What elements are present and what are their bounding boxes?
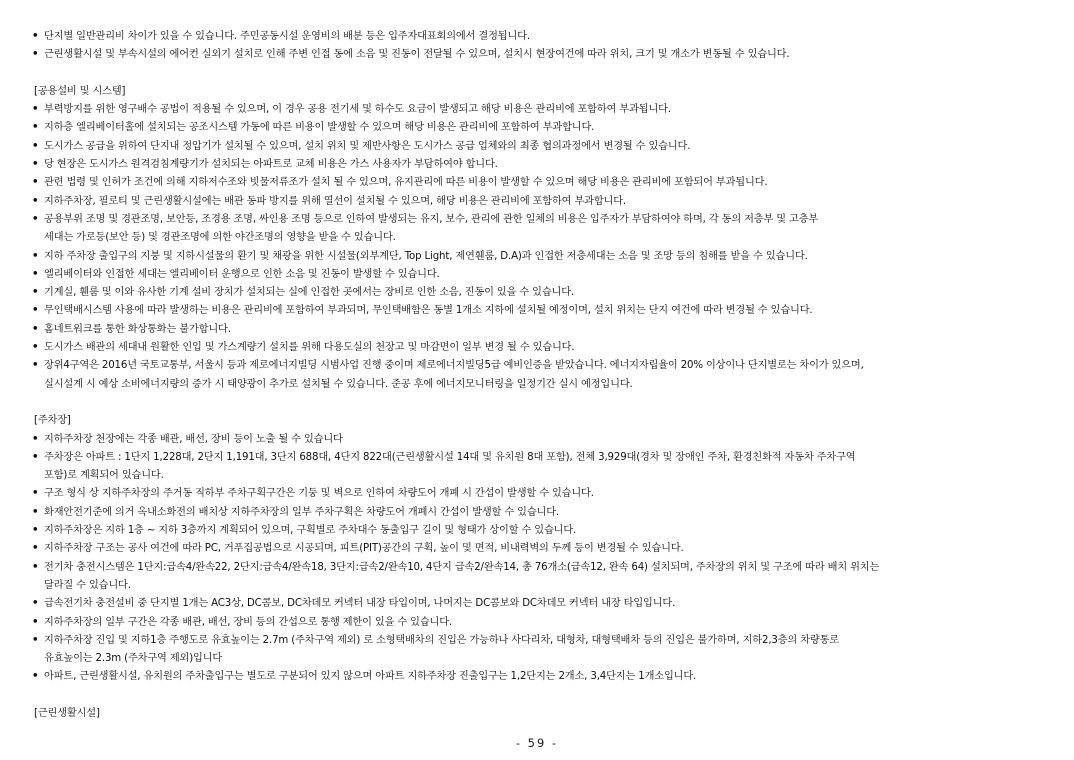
bullet-item: • 장위4구역은 2016년 국토교통부, 서울시 등과 제로에너지빌딩 시범사업 진행 중이며 제로에너지빌딩5급 예비인증을 받았습니다. 에너지자립율이 20% 이상이나 단지별로는 차이가 있으며, <box>30 357 1045 375</box>
bullet-item: • 화재안전기준에 의거 옥내소화전의 배치상 지하주차장의 일부 주차구획은 차량도어 개폐시 간섭이 발생할 수 있습니다. <box>30 504 1045 522</box>
bullet-item: • 아파트, 근린생활시설, 유치원의 주차출입구는 별도로 구분되어 있지 않으며 아파트 지하주차장 진출입구는 1,2단지는 2개소, 3,4단지는 1개소입니다. <box>30 668 1045 686</box>
section-heading: [근린생활시설] <box>34 707 100 719</box>
bullet-item: • 지하주차장 진입 및 지하1층 주행도로 유효높이는 2.7m (주차구역 제외) 로 소형택배차의 진입은 가능하나 사다리차, 대형차, 대형택배차 등의 진입은 불가하며, 지하2,3층의 차량통로 <box>30 632 1045 650</box>
bullet-item: • 무인택배시스템 사용에 따라 발생하는 비용은 관리비에 포함하여 부과되며, 무인택배함은 동별 1개소 지하에 설치될 예정이며, 설치 위치는 단지 여건에 따라 변경될 수 있습니다. <box>30 302 1045 320</box>
document-body <box>30 28 1045 723</box>
bullet-item: • 지하주차장의 일부 구간은 각종 배관, 배선, 장비 등의 간섭으로 통행 제한이 있을 수 있습니다. <box>30 614 1045 632</box>
bullet-item: • 관련 법령 및 인허가 조건에 의해 지하저수조와 빗물저류조가 설치 될 수 있으며, 유지관리에 따른 비용이 발생할 수 있으며 해당 비용은 관리비에 포함되어 부과됩니다. <box>30 174 1045 192</box>
bullet-continuation: 유효높이는 2.3m (주차구역 제외)입니다 <box>44 653 223 665</box>
bullet-item: • 당 현장은 도시가스 원격검침계량기가 설치되는 아파트로 교체 비용은 가스 사용자가 부담하여야 합니다. <box>30 156 1045 174</box>
bullet-item: • 기계실, 휀룸 및 이와 유사한 기계 설비 장치가 설치되는 실에 인접한 곳에서는 장비로 인한 소음, 진동이 있을 수 있습니다. <box>30 284 1045 302</box>
page-number: - 59 - <box>515 736 559 750</box>
bullet-item: • 단지별 일반관리비 차이가 있을 수 있습니다. 주민공동시설 운영비의 배분 등은 입주자대표회의에서 결정됩니다. <box>30 28 1045 46</box>
bullet-item: • 급속전기차 충전설비 중 단지별 1개는 AC3상, DC콤보, DC차데모 커넥터 내장 타입이며, 나머지는 DC콤보와 DC차데모 커넥터 내장 타입입니다. <box>30 595 1045 613</box>
bullet-item: • 지하주차장은 지하 1층 ~ 지하 3층까지 계획되어 있으며, 구획별로 주차대수 동출입구 길이 및 형태가 상이할 수 있습니다. <box>30 522 1045 540</box>
blank-line <box>30 687 1045 705</box>
bullet-continuation: 세대는 가로등(보안 등) 및 경관조명에 의한 야간조명의 영향을 받을 수 있습니다. <box>44 232 396 244</box>
bullet-item: • 도시가스 공급을 위하여 단지내 정압기가 설치될 수 있으며, 설치 위치 및 제반사항은 도시가스 공급 업체와의 최종 협의과정에서 변경될 수 있습니다. <box>30 138 1045 156</box>
bullet-item: • 근린생활시설 및 부속시설의 에어컨 실외기 설치로 인해 주변 인접 동에 소음 및 진동이 전달될 수 있으며, 설치시 현장여건에 따라 위치, 크기 및 개소가 변동될 수 있습니다. <box>30 46 1045 64</box>
bullet-item: • 지하 주차장 출입구의 지붕 및 지하시설물의 환기 및 채광을 위한 시설물(외부계단, Top Light, 제연휀룸, D.A)과 인접한 저층세대는 소음 및 조망 등의 침해를 받을 수 있습니다. <box>30 248 1045 266</box>
bullet-item: • 엘리베이터와 인접한 세대는 엘리베이터 운행으로 인한 소음 및 진동이 발생할 수 있습니다. <box>30 266 1045 284</box>
bullet-continuation: 달라질 수 있습니다. <box>44 579 131 591</box>
bullet-item: • 지하주차장 구조는 공사 여건에 따라 PC, 거푸집공법으로 시공되며, 피트(PIT)공간의 구획, 높이 및 면적, 비내력벽의 두께 등이 변경될 수 있습니다. <box>30 540 1045 558</box>
bullet-item: • 지하주차장, 필로티 및 근린생활시설에는 배관 동파 방지를 위해 열선이 설치될 수 있으며, 해당 비용은 관리비에 포함하여 부과합니다. <box>30 193 1045 211</box>
bullet-item: • 홈네트워크를 통한 화상통화는 불가합니다. <box>30 321 1045 339</box>
section-heading: [주차장] <box>34 415 71 427</box>
bullet-item: • 전기차 충전시스템은 1단지:급속4/완속22, 2단지:급속4/완속18, 3단지:급속2/완속10, 4단지 급속2/완속14, 총 76개소(급속12, 완속 64) 설치되며, 주차장의 위치 및 구조에 따라 배치 위치는 <box>30 559 1045 577</box>
bullet-item: • 도시가스 배관의 세대내 원활한 인입 및 가스계량기 설치를 위해 다용도실의 천장고 및 마감면이 일부 변경 될 수 있습니다. <box>30 339 1045 357</box>
bullet-item: • 주차장은 아파트 : 1단지 1,228대, 2단지 1,191대, 3단지 688대, 4단지 822대(근린생활시설 14대 및 유치원 8대 포함), 전체 3,929대(경차 및 장애인 주차, 환경친화적 자동차 주차구역 <box>30 449 1045 467</box>
bullet-item: • 지하층 엘리베이터홀에 설치되는 공조시스템 가동에 따른 비용이 발생할 수 있으며 해당 비용은 관리비에 포함하여 부과합니다. <box>30 119 1045 137</box>
bullet-item: • 구조 형식 상 지하주차장의 주거동 직하부 주차구획구간은 기둥 및 벽으로 인하여 차량도어 개폐 시 간섭이 발생할 수 있습니다. <box>30 485 1045 503</box>
bullet-item: • 지하주차장 천장에는 각종 배관, 배선, 장비 등이 노출 될 수 있습니다 <box>30 431 1045 449</box>
bullet-continuation: 포함)로 계획되어 있습니다. <box>44 470 164 482</box>
section-heading: [공용설비 및 시스템] <box>34 85 126 97</box>
bullet-item: • 공용부위 조명 및 경관조명, 보안등, 조경용 조명, 싸인용 조명 등으로 인하여 발생되는 유지, 보수, 관리에 관한 일체의 비용은 입주자가 부담하여야 하며, 각 동의 저층부 및 고층부 <box>30 211 1045 229</box>
bullet-continuation: 실시설계 시 예상 소비에너지량의 증가 시 태양광이 추가로 설치될 수 있습니다. 준공 후에 에너지모니터링을 일정기간 실시 예정입니다. <box>44 378 633 390</box>
blank-line <box>30 394 1045 412</box>
blank-line <box>30 65 1045 83</box>
bullet-item: • 부력방지를 위한 영구배수 공법이 적용될 수 있으며, 이 경우 공용 전기세 및 하수도 요금이 발생되고 해당 비용은 관리비에 포함하여 부과됩니다. <box>30 101 1045 119</box>
